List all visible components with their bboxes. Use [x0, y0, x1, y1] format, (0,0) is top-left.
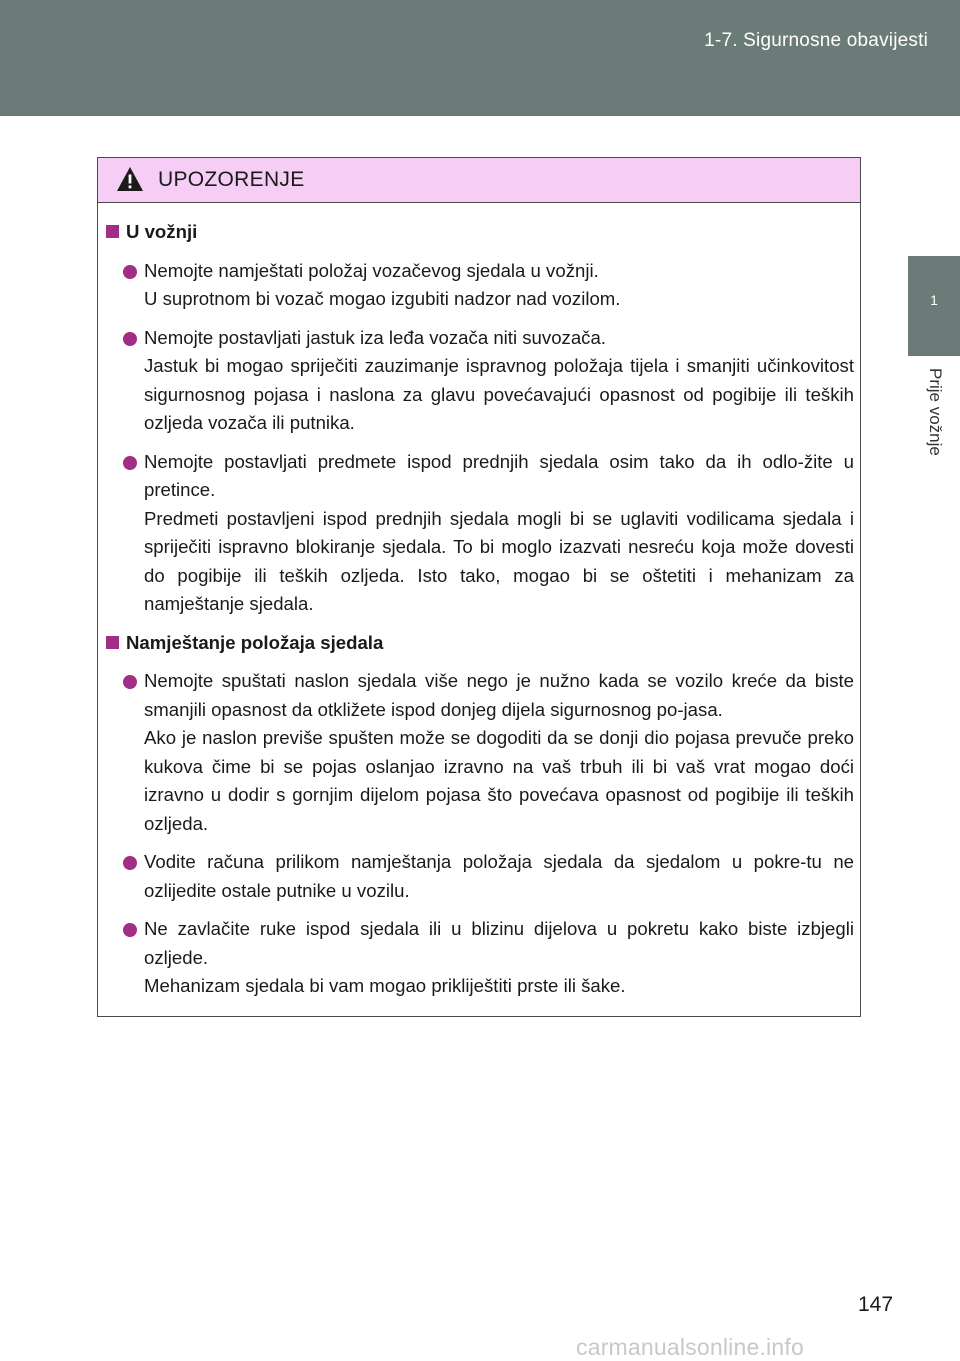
square-bullet-icon	[106, 636, 119, 649]
round-bullet-icon	[123, 675, 137, 689]
watermark-link[interactable]: carmanualsonline.info	[576, 1334, 804, 1360]
bullet-item	[106, 848, 854, 905]
chapter-side-label: Prije vožnje	[926, 368, 945, 456]
section-heading-text: U vožnji	[126, 221, 198, 242]
bullet-line: Nemojte postavljati predmete ispod prednjih sjedala osim tako da ih odlo-žite u pretince.	[144, 450, 854, 500]
warning-box	[97, 157, 861, 1017]
round-bullet-icon	[123, 265, 137, 279]
warning-triangle-icon	[116, 166, 144, 192]
bullet-line: Ako je naslon previše spušten može se dogoditi da se donji dio pojasa prevuče preko kukova čime bi se pojas oslanjao izravno na vaš trbuh ili bi vaš vrat mogao doći izravno u dodir s gornjim dijelom pojasa što povećava opasnost od pogibije ili teških ozljeda.	[144, 727, 854, 834]
warning-content	[106, 218, 854, 1011]
bullet-line: Predmeti postavljeni ispod prednjih sjedala mogli bi se uglaviti vodilicama sjedala i spriječiti ispravno blokiranje sjedala. To bi moglo izazvati nesreću koja može dovesti do pogibije ili teških ozljeda. Isto tako, mogao bi se oštetiti i mehanizam za namještanje sjedala.	[144, 507, 854, 614]
bullet-line: Nemojte spuštati naslon sjedala više nego je nužno kada se vozilo kreće da biste smanjili opasnost da otkližete ispod donjeg dijela sigurnosnog po-jasa.	[144, 670, 854, 720]
square-bullet-icon	[106, 225, 119, 238]
round-bullet-icon	[123, 923, 137, 937]
warning-title: UPOZORENJE	[158, 168, 305, 191]
bullet-line: Nemojte postavljati jastuk iza leđa vozača niti suvozača.	[144, 326, 606, 348]
section-heading-text: Namještanje položaja sjedala	[126, 631, 384, 653]
section-heading	[106, 218, 854, 247]
bullet-line: Nemojte namještati položaj vozačevog sjedala u vožnji.	[144, 259, 599, 281]
section-heading	[106, 629, 854, 658]
bullet-line: U suprotnom bi vozač mogao izgubiti nadzor nad vozilom.	[144, 288, 621, 309]
bullet-line: Jastuk bi mogao spriječiti zauzimanje ispravnog položaja tijela i smanjiti učinkovitost sigurnosnog pojasa i naslona za glavu povećavajući opasnost od pogibije ili teških ozljeda vozača ili putnika.	[144, 355, 854, 433]
page-number: 147	[858, 1293, 894, 1316]
header-bar	[0, 0, 960, 116]
bullet-item	[106, 667, 854, 838]
chapter-title: 1-7. Sigurnosne obavijesti	[704, 30, 928, 51]
bullet-line: Mehanizam sjedala bi vam mogao prikliještiti prste ili šake.	[144, 975, 626, 996]
bullet-item	[106, 915, 854, 1001]
bullet-line: Ne zavlačite ruke ispod sjedala ili u blizinu dijelova u pokretu kako biste izbjegli ozljede.	[144, 918, 854, 968]
bullet-item	[106, 324, 854, 438]
round-bullet-icon	[123, 332, 137, 346]
bullet-item	[106, 257, 854, 314]
chapter-tab	[908, 256, 960, 356]
bullet-line: Vodite računa prilikom namještanja položaja sjedala da sjedalom u pokre-tu ne ozlijedite ostale putnike u vozilu.	[144, 851, 854, 901]
chapter-tab-number: 1	[930, 292, 938, 308]
round-bullet-icon	[123, 856, 137, 870]
bullet-item	[106, 448, 854, 619]
round-bullet-icon	[123, 456, 137, 470]
warning-header	[98, 158, 860, 203]
